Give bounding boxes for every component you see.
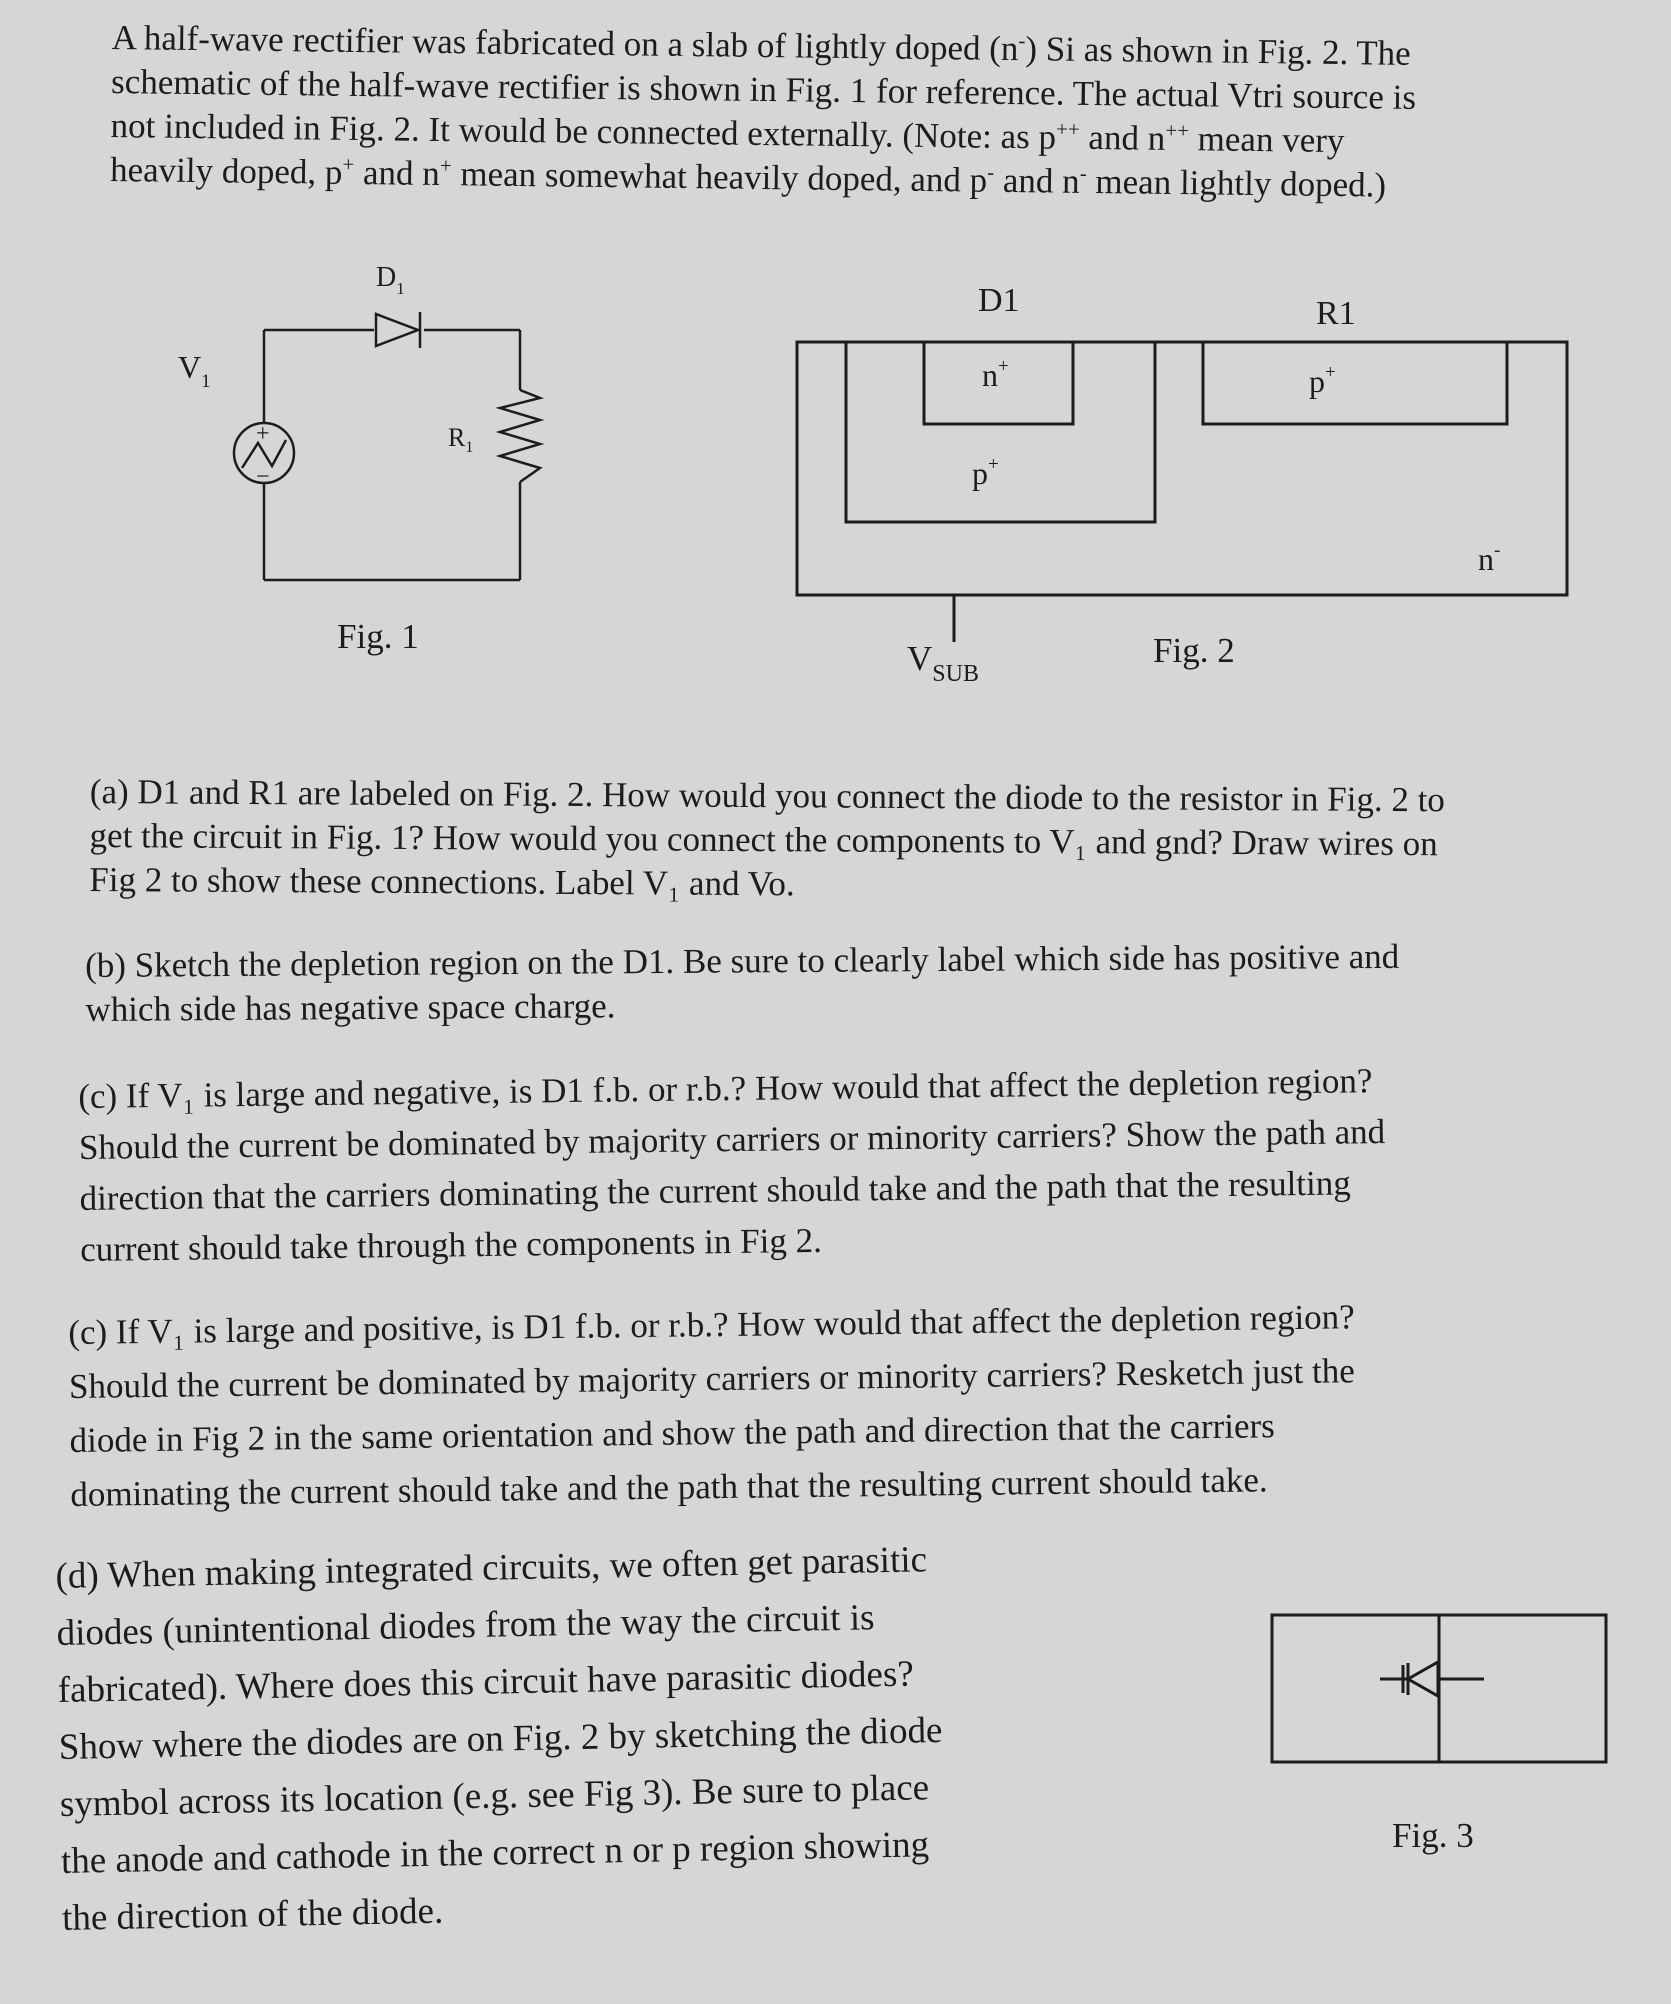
question-c-negative-line-4: current should take through the components in Fig 2. xyxy=(79,1220,823,1269)
question-c-positive xyxy=(68,1290,1357,1522)
question-a xyxy=(89,770,1445,910)
fig3-caption: Fig. 3 xyxy=(1392,1816,1474,1855)
fig1-source-plus: + xyxy=(256,421,270,447)
question-a-line-3: Fig 2 to show these connections. Label V₁ and Vo. xyxy=(89,859,795,904)
diode-symbol-icon xyxy=(376,312,420,348)
intro-line-4: heavily doped, p+ and n+ mean somewhat heavily doped, and p- and n- mean lightly doped.) xyxy=(109,149,1387,205)
fig2-p-plus-d1-label: p+ xyxy=(972,454,999,491)
fig2-n-plus-label: n+ xyxy=(982,356,1009,393)
fig3-diode-icon xyxy=(1380,1662,1484,1696)
question-d-line-5: symbol across its location (e.g. see Fig 3). Be sure to place xyxy=(59,1767,930,1825)
fig1-schematic xyxy=(234,312,540,580)
fig2-n-minus-label: n- xyxy=(1478,540,1501,577)
fig2-d1-label: D1 xyxy=(978,282,1020,319)
question-b-line-2: which side has negative space charge. xyxy=(85,986,616,1029)
question-d-line-4: Show where the diodes are on Fig. 2 by sketching the diode xyxy=(58,1710,943,1768)
fig3-svg xyxy=(1250,1600,1630,1900)
question-c-negative-line-1: (c) If V₁ is large and negative, is D1 f.b. or r.b.? How would that affect the depletion region? xyxy=(78,1061,1373,1116)
question-b xyxy=(85,935,1400,1032)
question-c-positive-line-2: Should the current be dominated by majority carriers or minority carriers? Resketch just the xyxy=(68,1351,1355,1406)
question-c-negative-line-3: direction that the carriers dominating the current should take and the path that the resulting xyxy=(79,1163,1351,1218)
fig1-caption: Fig. 1 xyxy=(337,617,419,656)
question-c-negative-line-2: Should the current be dominated by majority carriers or minority carriers? Show the path and xyxy=(78,1112,1386,1167)
intro-line-2: schematic of the half-wave rectifier is shown in Fig. 1 for reference. The actual Vtri source is xyxy=(110,61,1417,117)
fig1-r1-label: $R_1$ xyxy=(448,423,474,456)
intro-line-1: A half-wave rectifier was fabricated on a slab of lightly doped (n-) Si as shown in Fig. 2. The xyxy=(111,17,1411,73)
question-d-line-7: the direction of the diode. xyxy=(61,1890,444,1939)
fig2-cross-section xyxy=(797,342,1567,642)
intro-line-3: not included in Fig. 2. It would be connected externally. (Note: as p++ and n++ mean very xyxy=(110,105,1345,161)
question-d-line-2: diodes (unintentional diodes from the way the circuit is xyxy=(56,1597,875,1654)
question-c-positive-line-1: (c) If V₁ is large and positive, is D1 f.b. or r.b.? How would that affect the depletion region? xyxy=(68,1297,1355,1352)
fig2-vsub-label: $V_{SUB}$ xyxy=(907,639,979,687)
fig2-r1-label: R1 xyxy=(1316,295,1356,332)
question-d xyxy=(55,1531,946,1947)
question-c-positive-line-3: diode in Fig 2 in the same orientation and show the path and direction that the carriers xyxy=(69,1406,1276,1460)
question-a-line-1: (a) D1 and R1 are labeled on Fig. 2. How would you connect the diode to the resistor in Fig. 2 to xyxy=(89,771,1445,820)
question-d-line-6: the anode and cathode in the correct n or p region showing xyxy=(60,1824,930,1882)
fig1-source-minus: − xyxy=(256,464,270,490)
question-b-line-1: (b) Sketch the depletion region on the D1. Be sure to clearly label which side has positive and xyxy=(85,936,1400,985)
fig1-v1-label: $V_1$ xyxy=(178,349,211,392)
resistor-symbol-icon xyxy=(500,390,540,482)
fig1-d1-label: $D_1$ xyxy=(376,262,405,298)
fig2-p-plus-r1-label: p+ xyxy=(1309,362,1336,399)
question-c-positive-line-4: dominating the current should take and the path that the resulting current should take. xyxy=(70,1460,1268,1514)
n-plus-region-d1 xyxy=(924,342,1073,424)
question-a-line-2: get the circuit in Fig. 1? How would you connect the components to V₁ and gnd? Draw wires on xyxy=(89,815,1438,864)
intro-paragraph xyxy=(110,16,1417,208)
n-minus-substrate xyxy=(797,342,1567,595)
question-d-line-3: fabricated). Where does this circuit have parasitic diodes? xyxy=(57,1653,915,1711)
question-d-line-1: (d) When making integrated circuits, we often get parasitic xyxy=(55,1539,928,1597)
fig2-caption: Fig. 2 xyxy=(1153,631,1235,670)
p-plus-region-r1 xyxy=(1203,342,1507,424)
question-c-negative xyxy=(78,1055,1387,1275)
